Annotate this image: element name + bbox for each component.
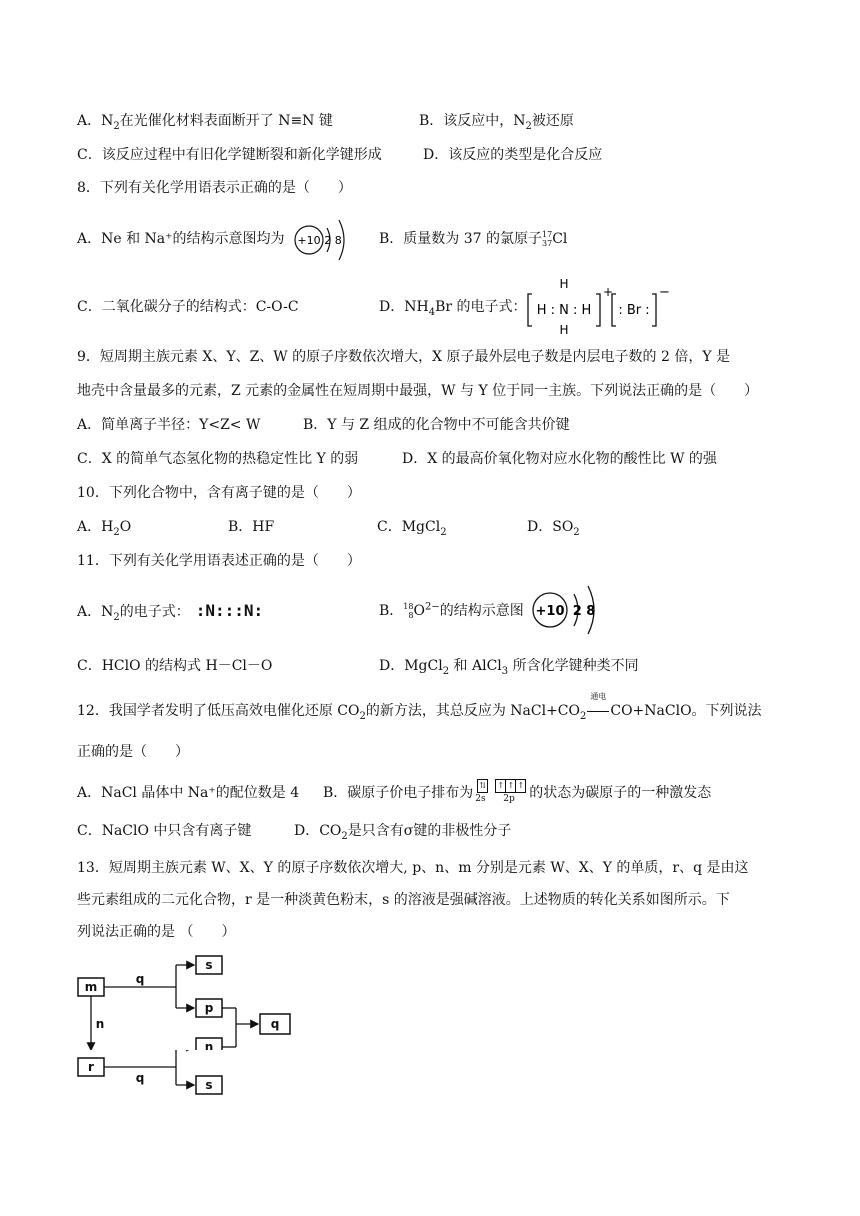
q10-stem: 10．下列化合物中，含有离子键的是（ ） (77, 485, 361, 501)
svg-text:H: H (559, 277, 569, 291)
q13-conversion-diagram (70, 950, 300, 1050)
q9-option-b: B．Y 与 Z 组成的化合物中不可能含共价键 (303, 417, 570, 433)
diagram-label-q-top: q (135, 972, 145, 986)
svg-text:: Br :: : Br : (618, 303, 650, 318)
diagram-label-s-top: s (205, 958, 213, 972)
q8-option-b: B．质量数为 37 的氯原子17 37Cl (379, 230, 568, 248)
q13-stem-line3: 列说法正确的是 （ ） (77, 924, 236, 940)
q11-option-b: B．18 $8O^{2-}$的结构示意图 (379, 601, 524, 620)
diagram-label-p: p (204, 1001, 214, 1015)
diagram-label-q-right: q (270, 1017, 280, 1031)
q9-option-c: C．X 的简单气态氢化物的热稳定性比 Y 的弱 (77, 451, 359, 467)
q13-conversion-diagram-lower (70, 1050, 300, 1110)
q8-option-a: A．Ne 和 Na⁺的结构示意图均为 (77, 231, 285, 247)
q8-option-c: C．二氧化碳分子的结构式：C-O-C (77, 299, 299, 315)
q9-option-d: D．X 的最高价氧化物对应水化物的酸性比 W 的强 (402, 451, 717, 467)
diagram-label-q-bottom: q (135, 1071, 145, 1085)
q12-reaction-arrow: 通电 (586, 701, 610, 721)
svg-text:+10: +10 (535, 604, 565, 619)
q9-stem-line1: 9．短周期主族元素 X、Y、Z、W 的原子序数依次增大，X 原子最外层电子数是内层电子数的 2 倍，Y 是 (77, 349, 731, 365)
q12-option-b: B．碳原子价电子排布为 ⇅ ↑ ↑ ↑ 2s 2p 的状态为碳原子的一种激发态 (323, 781, 712, 804)
q10-option-a: A．$H_2O$ (77, 519, 132, 538)
q8-atom-diagram (293, 216, 357, 264)
q11-option-a: A．$N_2$的电子式： :N:::N: (77, 601, 264, 623)
q12-option-c: C．NaClO 中只含有离子键 (77, 823, 252, 839)
q13-stem-line1: 13．短周期主族元素 W、X、Y 的原子序数依次增大, p、n、m 分别是元素 W、X、Y 的单质，r、q 是由这 (77, 860, 749, 876)
q10-option-b: B．HF (228, 519, 275, 535)
q8-option-d: D．$NH_4Br$ 的电子式： (379, 299, 527, 318)
q12-stem-line1: 12．我国学者发明了低压高效电催化还原 $CO_2$的新方法，其总反应为 $NaCl+CO_2$ 通电 CO+NaClO。下列说法 (77, 692, 762, 722)
q9-option-a: A．简单离子半径：Y<Z< W (77, 417, 261, 433)
diagram-label-r: r (88, 1060, 94, 1074)
q11-ion-diagram (530, 584, 608, 636)
diagram-label-s-bottom: s (205, 1078, 213, 1092)
q11-stem: 11．下列有关化学用语表述正确的是（ ） (77, 553, 361, 569)
q8-nucleus-label: +10 (297, 234, 321, 247)
q13-stem-line2: 些元素组成的二元化合物，r 是一种淡黄色粉末，s 的溶液是强碱溶液。上述物质的转化关系如图所示。下 (77, 892, 730, 908)
q7-option-a: A．$N_2$在光催化材料表面断开了 N≡N 键 (77, 113, 333, 132)
diagram-label-m: m (84, 980, 98, 994)
q8-electron-formula (524, 274, 674, 336)
svg-text:+: + (603, 285, 614, 299)
q7-option-d: D．该反应的类型是化合反应 (423, 147, 603, 163)
diagram-label-n: n (204, 1040, 214, 1050)
q10-option-d: D．$SO_2$ (527, 519, 580, 538)
q12-option-a: A．NaCl 晶体中 Na⁺的配位数是 4 (77, 785, 300, 801)
q8-shells-label: 2 8 (324, 234, 342, 247)
q8-stem: 8．下列有关化学用语表示正确的是（ ） (77, 180, 352, 196)
q12-stem-line2: 正确的是（ ） (77, 744, 189, 760)
q7-option-b: B．该反应中，$N_2$被还原 (419, 113, 574, 132)
q7-option-c: C．该反应过程中有旧化学键断裂和新化学键形成 (77, 147, 382, 163)
diagram-label-n-arrow: n (95, 1017, 105, 1031)
q9-stem-line2: 地壳中含量最多的元素，Z 元素的金属性在短周期中最强，W 与 Y 位于同一主族。下列说法正确的是（ ） (77, 383, 759, 399)
q10-option-c: C．MgCl$_2$ (377, 519, 447, 538)
q12-option-d: D．$CO_2$是只含有σ键的非极性分子 (294, 823, 512, 842)
q12-orbital-diagram: ⇅ ↑ ↑ ↑ 2s 2p (473, 783, 529, 803)
svg-text:2 8: 2 8 (572, 604, 596, 619)
q11-n2-formula: :N:::N: (195, 601, 264, 620)
svg-text:−: − (659, 285, 670, 300)
q11-option-d: D．MgCl$_2$ 和 AlCl$_3$ 所含化学键种类不同 (379, 658, 639, 677)
svg-text:H: H (559, 323, 569, 336)
svg-text:H : N : H: H : N : H (536, 303, 592, 318)
q11-option-c: C．HClO 的结构式 H－Cl－O (77, 658, 273, 674)
